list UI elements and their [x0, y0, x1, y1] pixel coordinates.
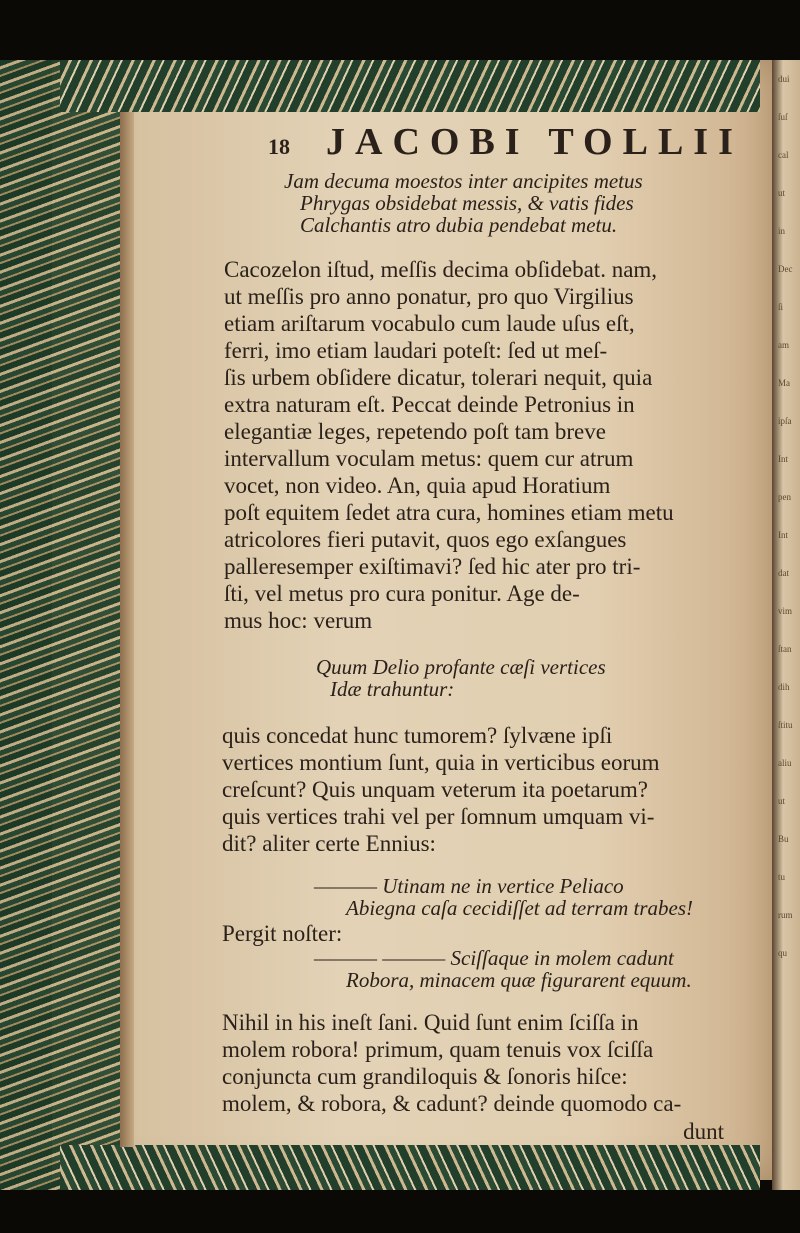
facing-fragment: Int — [778, 454, 788, 464]
facing-fragment: tu — [778, 872, 786, 882]
text-line: atricolores fieri putavit, quos ego exſangues — [224, 527, 627, 552]
text-line: ſis urbem obſidere dicatur, tolerari nequit, quia — [224, 365, 653, 390]
page-number: 18 — [268, 134, 290, 159]
facing-fragment: dui — [778, 74, 790, 84]
catchword: dunt — [683, 1119, 724, 1144]
verse-line: Calchantis atro dubia pendebat metu. — [300, 213, 618, 237]
verse-line: ——— Utinam ne in vertice Peliaco — [314, 875, 762, 897]
text-line: palleresemper exiſtimavi? ſed hic ater pro tri- — [224, 554, 641, 579]
facing-fragment: ſuſ — [778, 112, 788, 122]
facing-fragment: ſtan — [778, 644, 792, 654]
text-line: quis vertices trahi vel per ſomnum umquam vi- — [222, 804, 655, 829]
facing-fragment: cal — [778, 150, 789, 160]
marbled-edge-bottom — [60, 1145, 760, 1190]
verse-line: Phrygas obsidebat messis, & vatis fides — [300, 191, 634, 215]
text-line: ſti, vel metus pro cura ponitur. Age de- — [224, 581, 580, 606]
text-line: Nihil in his ineſt ſani. Quid ſunt enim ſciſſa in — [222, 1010, 639, 1035]
facing-page-strip — [772, 60, 800, 1190]
text-line: elegantiæ leges, repetendo poſt tam breve — [224, 419, 606, 444]
facing-fragment: Ma — [778, 378, 790, 388]
facing-fragment: rum — [778, 910, 793, 920]
text-line: dit? aliter certe Ennius: — [222, 831, 436, 856]
page-gutter — [120, 112, 134, 1147]
text-line: vocet, non video. An, quia apud Horatium — [224, 473, 611, 498]
marbled-edge-top — [60, 60, 760, 112]
text-line: extra naturam eſt. Peccat deinde Petronius in — [224, 392, 635, 417]
text-line: molem, & robora, & cadunt? deinde quomodo ca- — [222, 1091, 682, 1116]
facing-fragment: Dec — [778, 264, 793, 274]
facing-fragment: dat — [778, 568, 789, 578]
text-line: creſcunt? Quis unquam veterum ita poetarum? — [222, 777, 648, 802]
verse-quotation-2 — [222, 656, 762, 700]
verse-quotation-ennius — [222, 875, 762, 919]
facing-fragment: pen — [778, 492, 791, 502]
verse-line: Quum Delio profante cæſi vertices — [316, 655, 606, 679]
facing-fragment: aliu — [778, 758, 792, 768]
facing-fragment: Bu — [778, 834, 789, 844]
text-line: etiam ariſtarum vocabulo cum laude uſus eſt, — [224, 311, 635, 336]
text-line: conjuncta cum grandiloquis & ſonoris hiſce: — [222, 1064, 628, 1089]
text-line: intervallum voculam metus: quem cur atrum — [224, 446, 634, 471]
text-line: mus hoc: verum — [224, 608, 373, 633]
verse-line: Abiegna caſa cecidiſſet ad terram trabes! — [346, 896, 694, 920]
prose-paragraph-1 — [224, 256, 762, 634]
facing-fragment: ſtitu — [778, 720, 793, 730]
transition-line: Pergit noſter: — [222, 921, 343, 946]
text-line: Cacozelon iſtud, meſſis decima obſidebat. nam, — [224, 257, 658, 282]
verse-line: ——— ——— Sciſſaque in molem cadunt — [314, 947, 762, 969]
facing-fragment: ut — [778, 188, 786, 198]
facing-fragment: in — [778, 226, 786, 236]
running-head: JACOBI TOLLII — [326, 121, 743, 163]
text-line: quis concedat hunc tumorem? ſylvæne ipſi — [222, 723, 613, 748]
prose-paragraph-3 — [222, 1009, 762, 1117]
text-line: vertices montium ſunt, quia in verticibus eorum — [222, 750, 660, 775]
facing-fragment: vim — [778, 606, 793, 616]
facing-fragment: ut — [778, 796, 786, 806]
running-header — [268, 120, 762, 164]
verse-line: Jam decuma moestos inter ancipites metus — [284, 169, 643, 193]
page-text — [222, 120, 762, 1145]
marbled-edge-left — [0, 60, 120, 1190]
text-line: ferri, imo etiam laudari poteſt: ſed ut meſ- — [224, 338, 608, 363]
verse-line: Idæ trahuntur: — [330, 677, 455, 701]
facing-fragment: Int — [778, 530, 788, 540]
facing-fragment: dih — [778, 682, 790, 692]
verse-line: Robora, minacem quæ figurarent equum. — [346, 968, 692, 992]
verse-quotation-1 — [222, 170, 762, 236]
text-line: molem robora! primum, quam tenuis vox ſciſſa — [222, 1037, 654, 1062]
prose-paragraph-2 — [222, 722, 762, 857]
text-line: ut meſſis pro anno ponatur, pro quo Virgilius — [224, 284, 634, 309]
verse-quotation-4 — [222, 947, 762, 991]
text-line: poſt equitem ſedet atra cura, homines etiam metu — [224, 500, 674, 525]
facing-fragment: am — [778, 340, 789, 350]
facing-fragment: ſi — [778, 302, 784, 312]
facing-fragment: ipſa — [778, 416, 792, 426]
facing-fragment: qu — [778, 948, 787, 958]
